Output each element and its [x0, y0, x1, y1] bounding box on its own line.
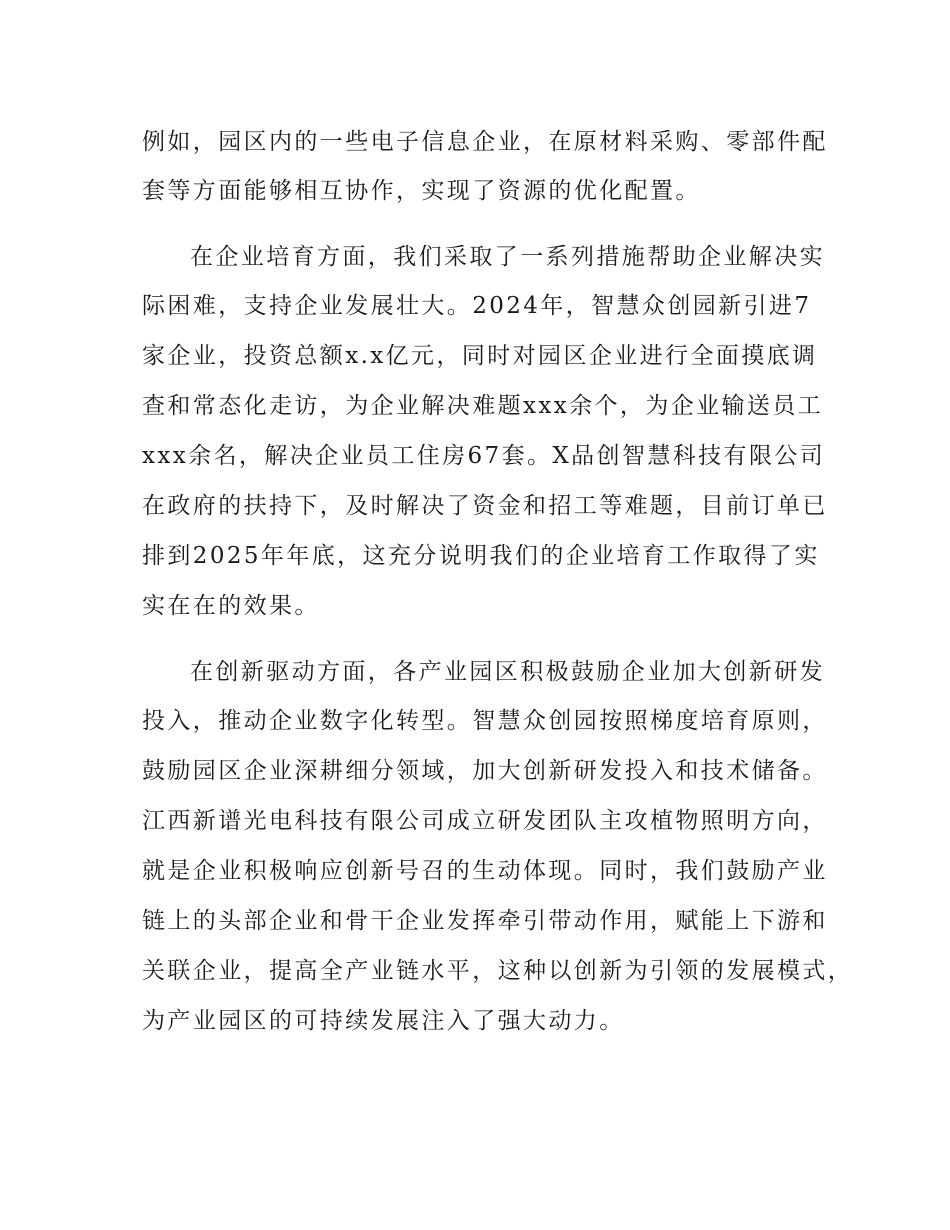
text-line: 在政府的扶持下，及时解决了资金和招工等难题，目前订单已 [142, 493, 828, 519]
text-line: 套等方面能够相互协作，实现了资源的优化配置。 [142, 178, 701, 204]
text-line: 际困难，支持企业发展壮大。2024年，智慧众创园新引进7 [142, 293, 812, 319]
text-line: xxx余名，解决企业员工住房67套。X品创智慧科技有限公司 [142, 443, 826, 469]
text-line: 江西新谱光电科技有限公司成立研发团队主攻植物照明方向， [142, 808, 828, 834]
text-line: 实在在的效果。 [142, 593, 320, 619]
text-line: 例如，园区内的一些电子信息企业，在原材料采购、零部件配 [142, 129, 828, 155]
text-line: 为产业园区的可持续发展注入了强大动力。 [142, 1008, 625, 1034]
text-line: 查和常态化走访，为企业解决难题xxx余个，为企业输送员工 [142, 393, 824, 419]
text-line: 投入，推动企业数字化转型。智慧众创园按照梯度培育原则， [142, 708, 828, 734]
text-line: 就是企业积极响应创新号召的生动体现。同时，我们鼓励产业 [142, 858, 828, 884]
paragraph-start-line: 在创新驱动方面，各产业园区积极鼓励企业加大创新研发 [190, 659, 825, 685]
text-line: 鼓励园区企业深耕细分领域，加大创新研发投入和技术储备。 [142, 758, 828, 784]
text-line: 排到2025年年底，这充分说明我们的企业培育工作取得了实 [142, 543, 820, 569]
text-line: 关联企业，提高全产业链水平，这种以创新为引领的发展模式， [142, 958, 854, 984]
paragraph-start-line: 在企业培育方面，我们采取了一系列措施帮助企业解决实 [190, 244, 825, 270]
text-line: 链上的头部企业和骨干企业发挥牵引带动作用，赋能上下游和 [142, 908, 828, 934]
text-line: 家企业，投资总额x.x亿元，同时对园区企业进行全面摸底调 [142, 343, 818, 369]
